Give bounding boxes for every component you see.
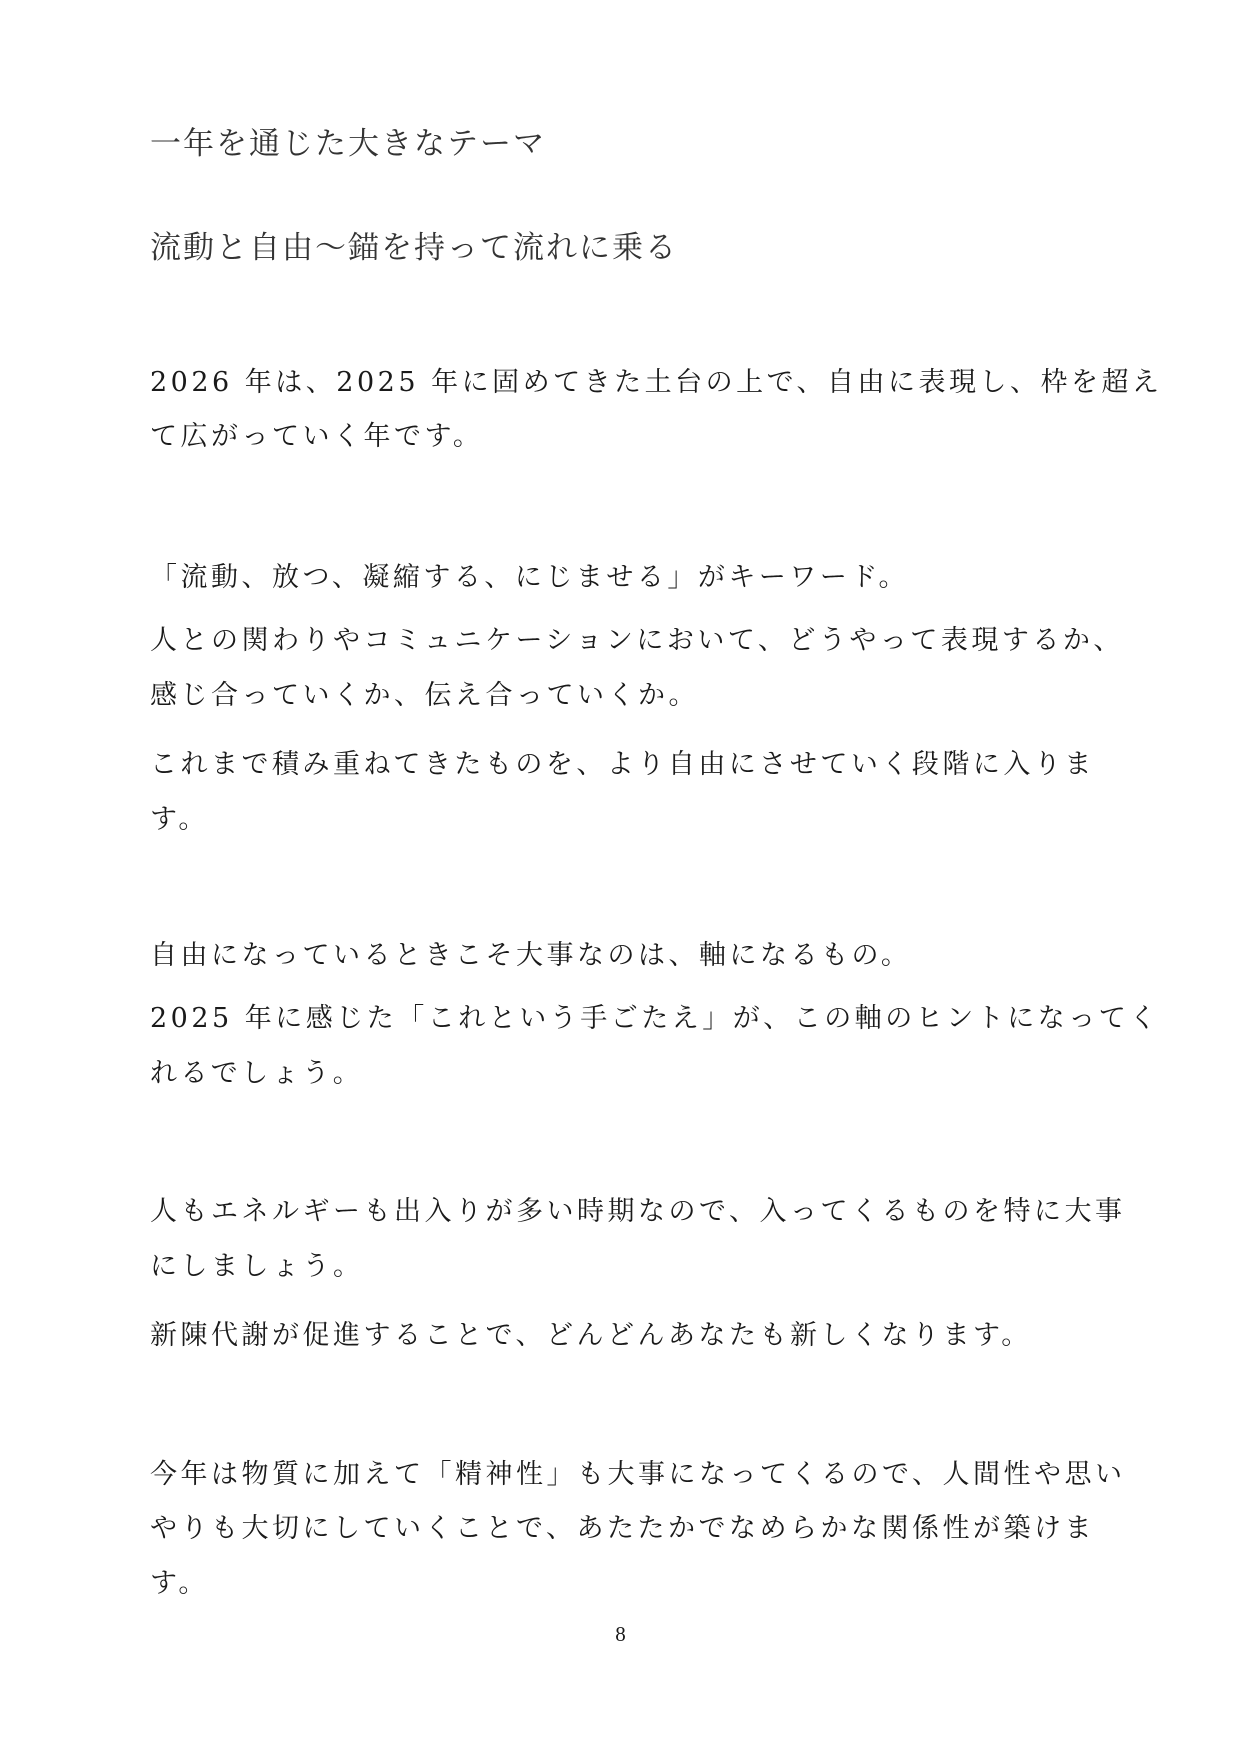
body-line: 人との関わりやコミュニケーションにおいて、どうやって表現するか、 xyxy=(150,625,1124,656)
theme-title-heading: 流動と自由〜錨を持って流れに乗る xyxy=(150,230,678,266)
body-line: 2025 年に感じた「これという手ごたえ」が、この軸のヒントになってく xyxy=(150,1003,1160,1034)
body-line: 新陳代謝が促進することで、どんどんあなたも新しくなります。 xyxy=(150,1320,1032,1351)
body-line: す。 xyxy=(150,1568,209,1599)
body-line: 「流動、放つ、凝縮する、にじませる」がキーワード。 xyxy=(150,562,909,593)
body-line: 今年は物質に加えて「精神性」も大事になってくるので、人間性や思い xyxy=(150,1459,1126,1490)
theme-label-heading: 一年を通じた大きなテーマ xyxy=(150,126,546,162)
page-number: 8 xyxy=(615,1622,626,1646)
body-line: にしましょう。 xyxy=(150,1251,364,1282)
body-line: 感じ合っていくか、伝え合っていくか。 xyxy=(150,680,699,711)
body-line: れるでしょう。 xyxy=(150,1058,364,1089)
body-line: 自由になっているときこそ大事なのは、軸になるもの。 xyxy=(150,940,912,971)
body-line: これまで積み重ねてきたものを、より自由にさせていく段階に入りま xyxy=(150,749,1095,780)
body-line: やりも大切にしていくことで、あたたかでなめらかな関係性が築けま xyxy=(150,1513,1095,1544)
body-line: 2026 年は、2025 年に固めてきた土台の上で、自由に表現し、枠を超え xyxy=(150,367,1163,398)
body-line: 人もエネルギーも出入りが多い時期なので、入ってくるものを特に大事 xyxy=(150,1196,1126,1227)
body-line: て広がっていく年です。 xyxy=(150,421,484,452)
body-line: す。 xyxy=(150,804,209,835)
